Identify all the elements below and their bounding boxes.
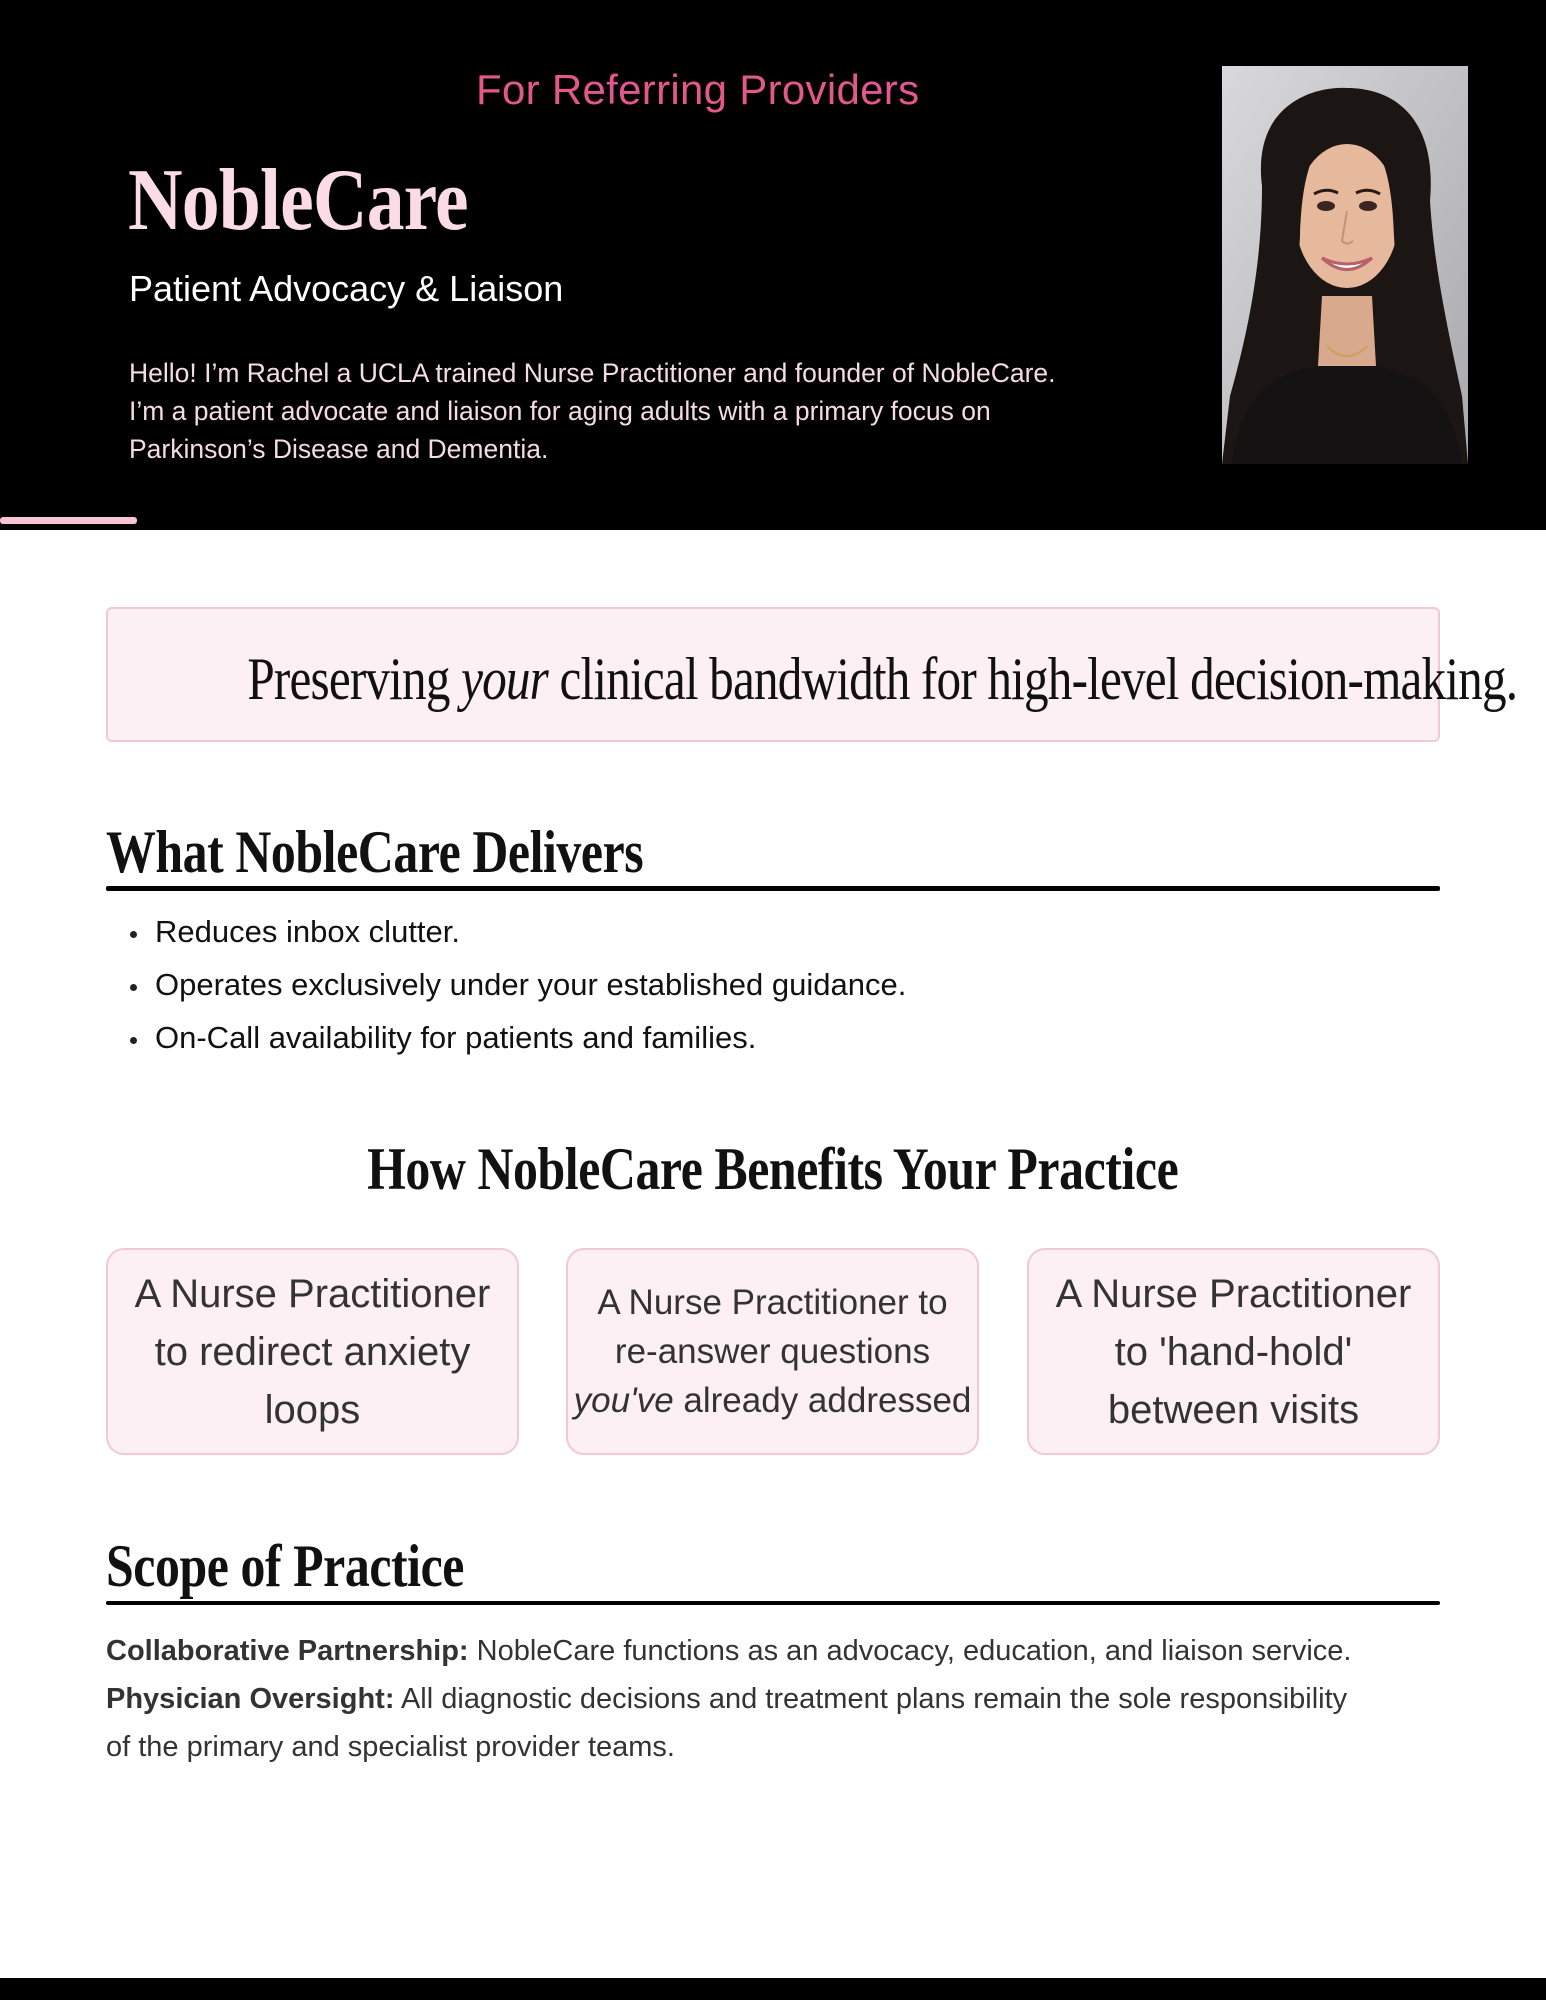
intro-paragraph (129, 354, 1139, 468)
scope-divider (106, 1601, 1440, 1605)
list-item: Reduces inbox clutter. (128, 914, 906, 967)
mission-statement (108, 645, 1518, 714)
benefit-card (566, 1248, 979, 1455)
footer-bar (0, 1978, 1546, 2000)
benefit-card-text (574, 1278, 972, 1425)
intro-line: Hello! I’m Rachel a UCLA trained Nurse Practitioner and founder of NobleCare. (129, 358, 1056, 388)
partnership-label: Collaborative Partnership: (106, 1635, 469, 1667)
oversight-label: Physician Oversight: (106, 1683, 395, 1715)
intro-line: Parkinson’s Disease and Dementia. (129, 434, 549, 464)
benefit-line: A Nurse Practitioner to (597, 1283, 948, 1322)
delivers-list (128, 914, 906, 1073)
benefit-line: A Nurse Practitioner (1055, 1271, 1412, 1316)
brand-tagline: Patient Advocacy & Liaison (129, 268, 564, 309)
scope-oversight (106, 1675, 1446, 1723)
benefit-line (574, 1376, 972, 1425)
mission-text-start: Preserving (247, 646, 462, 712)
benefit-card (106, 1248, 519, 1455)
scope-partnership (106, 1627, 1446, 1675)
benefit-line: to redirect anxiety (154, 1329, 471, 1374)
scope-oversight-cont: of the primary and specialist provider teams. (106, 1731, 675, 1763)
benefit-card (1027, 1248, 1440, 1455)
mission-text-end: clinical bandwidth for high-level decision-making. (547, 646, 1518, 712)
benefits-heading (0, 1135, 1546, 1204)
oversight-text: All diagnostic decisions and treatment plans remain the sole responsibility (394, 1683, 1348, 1715)
portrait-illustration (1222, 66, 1468, 464)
benefit-line: to 'hand-hold' (1114, 1329, 1353, 1374)
mission-banner (106, 607, 1518, 742)
list-item: On-Call availability for patients and families. (128, 1020, 906, 1073)
benefit-line: loops (264, 1387, 361, 1432)
delivers-divider (106, 886, 1440, 891)
benefit-emphasis: you've (573, 1381, 674, 1420)
partnership-text: NobleCare functions as an advocacy, education, and liaison service. (468, 1635, 1352, 1667)
list-item: Operates exclusively under your established guidance. (128, 967, 906, 1020)
scope-text (106, 1627, 1446, 1771)
hero-header (0, 0, 1546, 530)
accent-underline (0, 517, 137, 524)
benefit-line: A Nurse Practitioner (134, 1271, 491, 1316)
eyebrow-label: For Referring Providers (476, 66, 920, 113)
benefit-card-text (135, 1265, 491, 1439)
benefit-line: re-answer questions (614, 1332, 931, 1371)
founder-photo (1222, 66, 1468, 464)
intro-line: I’m a patient advocate and liaison for aging adults with a primary focus on (129, 396, 991, 426)
scope-heading: Scope of Practice (106, 1533, 464, 1599)
benefits-heading-text: How NobleCare Benefits Your Practice (367, 1136, 1179, 1202)
benefit-card-text (1056, 1265, 1412, 1439)
benefit-line-rest: already addressed (673, 1381, 972, 1420)
delivers-heading: What NobleCare Delivers (106, 819, 644, 885)
mission-emphasis: your (461, 646, 548, 712)
brand-title: NobleCare (128, 152, 468, 249)
benefit-line: between visits (1107, 1387, 1360, 1432)
